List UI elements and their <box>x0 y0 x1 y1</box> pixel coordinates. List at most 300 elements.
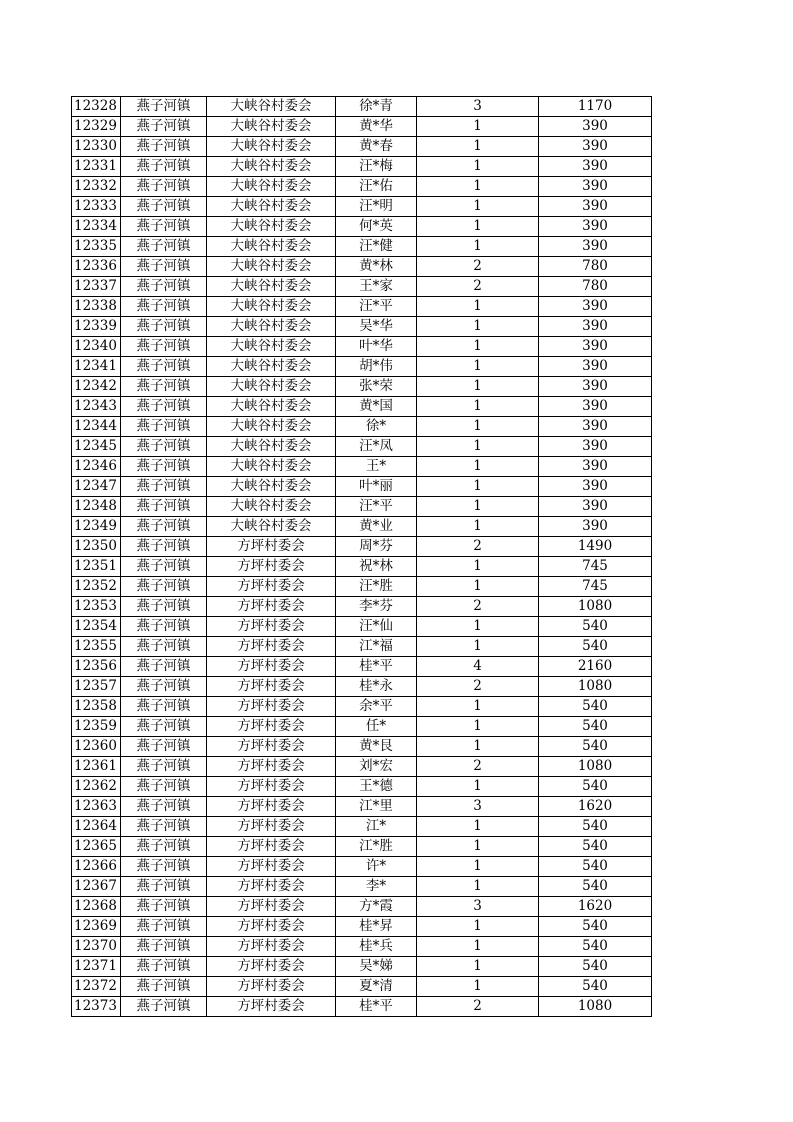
person-name-cell: 桂*平 <box>336 997 417 1017</box>
count-cell: 1 <box>417 857 539 877</box>
record-id-cell: 12365 <box>72 837 121 857</box>
village-committee-cell: 方坪村委会 <box>207 917 336 937</box>
town-cell: 燕子河镇 <box>121 697 207 717</box>
town-cell: 燕子河镇 <box>121 337 207 357</box>
village-committee-cell: 大峡谷村委会 <box>207 177 336 197</box>
count-cell: 1 <box>417 337 539 357</box>
amount-cell: 1080 <box>539 997 652 1017</box>
person-name-cell: 王* <box>336 457 417 477</box>
record-id-cell: 12328 <box>72 97 121 117</box>
person-name-cell: 汪*仙 <box>336 617 417 637</box>
record-id-cell: 12339 <box>72 317 121 337</box>
village-committee-cell: 大峡谷村委会 <box>207 337 336 357</box>
count-cell: 1 <box>417 917 539 937</box>
record-id-cell: 12351 <box>72 557 121 577</box>
town-cell: 燕子河镇 <box>121 497 207 517</box>
village-committee-cell: 方坪村委会 <box>207 717 336 737</box>
village-committee-cell: 方坪村委会 <box>207 937 336 957</box>
town-cell: 燕子河镇 <box>121 457 207 477</box>
town-cell: 燕子河镇 <box>121 397 207 417</box>
amount-cell: 540 <box>539 617 652 637</box>
amount-cell: 390 <box>539 337 652 357</box>
person-name-cell: 夏*清 <box>336 977 417 997</box>
count-cell: 1 <box>417 497 539 517</box>
amount-cell: 1170 <box>539 97 652 117</box>
count-cell: 1 <box>417 957 539 977</box>
table-row <box>72 737 652 757</box>
village-committee-cell: 方坪村委会 <box>207 817 336 837</box>
town-cell: 燕子河镇 <box>121 957 207 977</box>
amount-cell: 390 <box>539 497 652 517</box>
table-row <box>72 917 652 937</box>
count-cell: 2 <box>417 277 539 297</box>
table-row <box>72 317 652 337</box>
amount-cell: 780 <box>539 277 652 297</box>
record-id-cell: 12331 <box>72 157 121 177</box>
record-id-cell: 12354 <box>72 617 121 637</box>
count-cell: 1 <box>417 477 539 497</box>
person-name-cell: 王*德 <box>336 777 417 797</box>
data-table <box>71 96 652 1017</box>
table-row <box>72 477 652 497</box>
count-cell: 1 <box>417 717 539 737</box>
person-name-cell: 周*芬 <box>336 537 417 557</box>
village-committee-cell: 大峡谷村委会 <box>207 97 336 117</box>
person-name-cell: 汪*梅 <box>336 157 417 177</box>
amount-cell: 390 <box>539 117 652 137</box>
count-cell: 1 <box>417 377 539 397</box>
table-row <box>72 657 652 677</box>
town-cell: 燕子河镇 <box>121 977 207 997</box>
person-name-cell: 许* <box>336 857 417 877</box>
table-row <box>72 877 652 897</box>
table-row <box>72 717 652 737</box>
town-cell: 燕子河镇 <box>121 517 207 537</box>
person-name-cell: 吴*华 <box>336 317 417 337</box>
record-id-cell: 12343 <box>72 397 121 417</box>
village-committee-cell: 大峡谷村委会 <box>207 237 336 257</box>
amount-cell: 540 <box>539 817 652 837</box>
count-cell: 3 <box>417 797 539 817</box>
town-cell: 燕子河镇 <box>121 617 207 637</box>
record-id-cell: 12338 <box>72 297 121 317</box>
table-row <box>72 597 652 617</box>
town-cell: 燕子河镇 <box>121 257 207 277</box>
person-name-cell: 李*芬 <box>336 597 417 617</box>
town-cell: 燕子河镇 <box>121 857 207 877</box>
table-row <box>72 417 652 437</box>
person-name-cell: 江*胜 <box>336 837 417 857</box>
record-id-cell: 12362 <box>72 777 121 797</box>
count-cell: 1 <box>417 117 539 137</box>
record-id-cell: 12350 <box>72 537 121 557</box>
count-cell: 1 <box>417 157 539 177</box>
village-committee-cell: 大峡谷村委会 <box>207 217 336 237</box>
table-row <box>72 257 652 277</box>
count-cell: 1 <box>417 877 539 897</box>
record-id-cell: 12352 <box>72 577 121 597</box>
amount-cell: 1080 <box>539 597 652 617</box>
record-id-cell: 12349 <box>72 517 121 537</box>
village-committee-cell: 大峡谷村委会 <box>207 377 336 397</box>
record-id-cell: 12348 <box>72 497 121 517</box>
village-committee-cell: 大峡谷村委会 <box>207 137 336 157</box>
person-name-cell: 桂*平 <box>336 657 417 677</box>
count-cell: 1 <box>417 197 539 217</box>
table-row <box>72 437 652 457</box>
amount-cell: 390 <box>539 157 652 177</box>
record-id-cell: 12363 <box>72 797 121 817</box>
village-committee-cell: 方坪村委会 <box>207 617 336 637</box>
record-id-cell: 12337 <box>72 277 121 297</box>
person-name-cell: 刘*宏 <box>336 757 417 777</box>
amount-cell: 390 <box>539 317 652 337</box>
count-cell: 1 <box>417 937 539 957</box>
person-name-cell: 桂*永 <box>336 677 417 697</box>
person-name-cell: 黄*林 <box>336 257 417 277</box>
town-cell: 燕子河镇 <box>121 317 207 337</box>
record-id-cell: 12342 <box>72 377 121 397</box>
record-id-cell: 12367 <box>72 877 121 897</box>
record-id-cell: 12335 <box>72 237 121 257</box>
record-id-cell: 12334 <box>72 217 121 237</box>
count-cell: 1 <box>417 417 539 437</box>
village-committee-cell: 方坪村委会 <box>207 777 336 797</box>
record-id-cell: 12341 <box>72 357 121 377</box>
record-id-cell: 12336 <box>72 257 121 277</box>
town-cell: 燕子河镇 <box>121 937 207 957</box>
count-cell: 1 <box>417 217 539 237</box>
village-committee-cell: 大峡谷村委会 <box>207 297 336 317</box>
count-cell: 1 <box>417 357 539 377</box>
town-cell: 燕子河镇 <box>121 637 207 657</box>
town-cell: 燕子河镇 <box>121 597 207 617</box>
village-committee-cell: 方坪村委会 <box>207 577 336 597</box>
table-row <box>72 517 652 537</box>
record-id-cell: 12359 <box>72 717 121 737</box>
count-cell: 2 <box>417 677 539 697</box>
person-name-cell: 方*霞 <box>336 897 417 917</box>
amount-cell: 390 <box>539 397 652 417</box>
amount-cell: 1620 <box>539 897 652 917</box>
count-cell: 1 <box>417 737 539 757</box>
table-row <box>72 937 652 957</box>
table-row <box>72 617 652 637</box>
person-name-cell: 余*平 <box>336 697 417 717</box>
amount-cell: 745 <box>539 557 652 577</box>
person-name-cell: 汪*佑 <box>336 177 417 197</box>
town-cell: 燕子河镇 <box>121 677 207 697</box>
amount-cell: 390 <box>539 137 652 157</box>
amount-cell: 390 <box>539 237 652 257</box>
table-row <box>72 977 652 997</box>
person-name-cell: 汪*明 <box>336 197 417 217</box>
count-cell: 2 <box>417 537 539 557</box>
village-committee-cell: 大峡谷村委会 <box>207 117 336 137</box>
record-id-cell: 12370 <box>72 937 121 957</box>
table-row <box>72 997 652 1017</box>
table-body <box>72 97 652 1017</box>
village-committee-cell: 方坪村委会 <box>207 537 336 557</box>
village-committee-cell: 大峡谷村委会 <box>207 257 336 277</box>
person-name-cell: 叶*丽 <box>336 477 417 497</box>
person-name-cell: 汪*平 <box>336 497 417 517</box>
amount-cell: 390 <box>539 297 652 317</box>
amount-cell: 540 <box>539 637 652 657</box>
amount-cell: 745 <box>539 577 652 597</box>
amount-cell: 540 <box>539 777 652 797</box>
amount-cell: 540 <box>539 857 652 877</box>
person-name-cell: 徐*青 <box>336 97 417 117</box>
count-cell: 1 <box>417 817 539 837</box>
record-id-cell: 12356 <box>72 657 121 677</box>
town-cell: 燕子河镇 <box>121 117 207 137</box>
village-committee-cell: 方坪村委会 <box>207 597 336 617</box>
town-cell: 燕子河镇 <box>121 917 207 937</box>
person-name-cell: 黄*华 <box>336 117 417 137</box>
amount-cell: 390 <box>539 517 652 537</box>
record-id-cell: 12357 <box>72 677 121 697</box>
town-cell: 燕子河镇 <box>121 997 207 1017</box>
village-committee-cell: 方坪村委会 <box>207 557 336 577</box>
count-cell: 2 <box>417 257 539 277</box>
village-committee-cell: 大峡谷村委会 <box>207 417 336 437</box>
count-cell: 1 <box>417 977 539 997</box>
count-cell: 1 <box>417 697 539 717</box>
amount-cell: 1620 <box>539 797 652 817</box>
amount-cell: 390 <box>539 377 652 397</box>
town-cell: 燕子河镇 <box>121 137 207 157</box>
person-name-cell: 叶*华 <box>336 337 417 357</box>
amount-cell: 540 <box>539 877 652 897</box>
village-committee-cell: 方坪村委会 <box>207 737 336 757</box>
town-cell: 燕子河镇 <box>121 577 207 597</box>
record-id-cell: 12347 <box>72 477 121 497</box>
person-name-cell: 江* <box>336 817 417 837</box>
count-cell: 2 <box>417 997 539 1017</box>
amount-cell: 390 <box>539 457 652 477</box>
town-cell: 燕子河镇 <box>121 417 207 437</box>
person-name-cell: 汪*平 <box>336 297 417 317</box>
village-committee-cell: 方坪村委会 <box>207 957 336 977</box>
table-row <box>72 197 652 217</box>
village-committee-cell: 方坪村委会 <box>207 797 336 817</box>
town-cell: 燕子河镇 <box>121 237 207 257</box>
village-committee-cell: 大峡谷村委会 <box>207 197 336 217</box>
count-cell: 1 <box>417 837 539 857</box>
person-name-cell: 黄*业 <box>336 517 417 537</box>
table-row <box>72 297 652 317</box>
record-id-cell: 12364 <box>72 817 121 837</box>
table-row <box>72 817 652 837</box>
table-row <box>72 397 652 417</box>
amount-cell: 540 <box>539 937 652 957</box>
table-row <box>72 157 652 177</box>
table-row <box>72 457 652 477</box>
amount-cell: 390 <box>539 417 652 437</box>
town-cell: 燕子河镇 <box>121 717 207 737</box>
village-committee-cell: 方坪村委会 <box>207 697 336 717</box>
count-cell: 3 <box>417 897 539 917</box>
amount-cell: 1490 <box>539 537 652 557</box>
amount-cell: 540 <box>539 737 652 757</box>
table-row <box>72 677 652 697</box>
table-row <box>72 217 652 237</box>
record-id-cell: 12371 <box>72 957 121 977</box>
village-committee-cell: 方坪村委会 <box>207 977 336 997</box>
village-committee-cell: 方坪村委会 <box>207 677 336 697</box>
town-cell: 燕子河镇 <box>121 437 207 457</box>
count-cell: 1 <box>417 177 539 197</box>
amount-cell: 780 <box>539 257 652 277</box>
village-committee-cell: 大峡谷村委会 <box>207 477 336 497</box>
record-id-cell: 12340 <box>72 337 121 357</box>
amount-cell: 540 <box>539 957 652 977</box>
count-cell: 1 <box>417 317 539 337</box>
town-cell: 燕子河镇 <box>121 157 207 177</box>
count-cell: 2 <box>417 757 539 777</box>
town-cell: 燕子河镇 <box>121 557 207 577</box>
village-committee-cell: 方坪村委会 <box>207 657 336 677</box>
record-id-cell: 12346 <box>72 457 121 477</box>
table-row <box>72 777 652 797</box>
count-cell: 1 <box>417 397 539 417</box>
amount-cell: 1080 <box>539 757 652 777</box>
village-committee-cell: 方坪村委会 <box>207 897 336 917</box>
person-name-cell: 桂*昇 <box>336 917 417 937</box>
town-cell: 燕子河镇 <box>121 217 207 237</box>
record-id-cell: 12361 <box>72 757 121 777</box>
table-row <box>72 637 652 657</box>
count-cell: 1 <box>417 517 539 537</box>
table-row <box>72 797 652 817</box>
amount-cell: 390 <box>539 357 652 377</box>
record-id-cell: 12366 <box>72 857 121 877</box>
person-name-cell: 王*家 <box>336 277 417 297</box>
table-row <box>72 557 652 577</box>
table-row <box>72 537 652 557</box>
village-committee-cell: 方坪村委会 <box>207 857 336 877</box>
record-id-cell: 12360 <box>72 737 121 757</box>
amount-cell: 390 <box>539 477 652 497</box>
village-committee-cell: 方坪村委会 <box>207 757 336 777</box>
village-committee-cell: 大峡谷村委会 <box>207 437 336 457</box>
town-cell: 燕子河镇 <box>121 177 207 197</box>
count-cell: 1 <box>417 617 539 637</box>
town-cell: 燕子河镇 <box>121 277 207 297</box>
town-cell: 燕子河镇 <box>121 357 207 377</box>
person-name-cell: 吴*娣 <box>336 957 417 977</box>
record-id-cell: 12353 <box>72 597 121 617</box>
record-id-cell: 12372 <box>72 977 121 997</box>
person-name-cell: 黄*国 <box>336 397 417 417</box>
table-row <box>72 697 652 717</box>
table-row <box>72 757 652 777</box>
amount-cell: 390 <box>539 217 652 237</box>
person-name-cell: 徐* <box>336 417 417 437</box>
record-id-cell: 12330 <box>72 137 121 157</box>
amount-cell: 540 <box>539 977 652 997</box>
person-name-cell: 任* <box>336 717 417 737</box>
count-cell: 1 <box>417 777 539 797</box>
count-cell: 1 <box>417 297 539 317</box>
table-row <box>72 97 652 117</box>
person-name-cell: 汪*健 <box>336 237 417 257</box>
count-cell: 4 <box>417 657 539 677</box>
town-cell: 燕子河镇 <box>121 757 207 777</box>
amount-cell: 390 <box>539 197 652 217</box>
table-row <box>72 577 652 597</box>
table-row <box>72 117 652 137</box>
village-committee-cell: 方坪村委会 <box>207 837 336 857</box>
count-cell: 1 <box>417 557 539 577</box>
count-cell: 2 <box>417 597 539 617</box>
count-cell: 3 <box>417 97 539 117</box>
table-row <box>72 357 652 377</box>
village-committee-cell: 大峡谷村委会 <box>207 157 336 177</box>
table-row <box>72 177 652 197</box>
person-name-cell: 江*里 <box>336 797 417 817</box>
town-cell: 燕子河镇 <box>121 837 207 857</box>
town-cell: 燕子河镇 <box>121 817 207 837</box>
table-row <box>72 897 652 917</box>
village-committee-cell: 大峡谷村委会 <box>207 277 336 297</box>
record-id-cell: 12332 <box>72 177 121 197</box>
town-cell: 燕子河镇 <box>121 797 207 817</box>
village-committee-cell: 大峡谷村委会 <box>207 517 336 537</box>
amount-cell: 1080 <box>539 677 652 697</box>
village-committee-cell: 方坪村委会 <box>207 637 336 657</box>
town-cell: 燕子河镇 <box>121 477 207 497</box>
town-cell: 燕子河镇 <box>121 897 207 917</box>
record-id-cell: 12333 <box>72 197 121 217</box>
count-cell: 1 <box>417 637 539 657</box>
record-id-cell: 12345 <box>72 437 121 457</box>
count-cell: 1 <box>417 237 539 257</box>
count-cell: 1 <box>417 137 539 157</box>
town-cell: 燕子河镇 <box>121 777 207 797</box>
table-row <box>72 957 652 977</box>
amount-cell: 390 <box>539 437 652 457</box>
count-cell: 1 <box>417 577 539 597</box>
table-row <box>72 377 652 397</box>
village-committee-cell: 方坪村委会 <box>207 997 336 1017</box>
village-committee-cell: 方坪村委会 <box>207 877 336 897</box>
person-name-cell: 胡*伟 <box>336 357 417 377</box>
table-row <box>72 837 652 857</box>
town-cell: 燕子河镇 <box>121 377 207 397</box>
town-cell: 燕子河镇 <box>121 737 207 757</box>
count-cell: 1 <box>417 437 539 457</box>
record-id-cell: 12355 <box>72 637 121 657</box>
village-committee-cell: 大峡谷村委会 <box>207 497 336 517</box>
amount-cell: 2160 <box>539 657 652 677</box>
record-id-cell: 12373 <box>72 997 121 1017</box>
record-id-cell: 12369 <box>72 917 121 937</box>
village-committee-cell: 大峡谷村委会 <box>207 397 336 417</box>
amount-cell: 540 <box>539 697 652 717</box>
person-name-cell: 桂*兵 <box>336 937 417 957</box>
record-id-cell: 12368 <box>72 897 121 917</box>
person-name-cell: 黄*艮 <box>336 737 417 757</box>
person-name-cell: 黄*春 <box>336 137 417 157</box>
amount-cell: 540 <box>539 837 652 857</box>
record-id-cell: 12358 <box>72 697 121 717</box>
count-cell: 1 <box>417 457 539 477</box>
town-cell: 燕子河镇 <box>121 537 207 557</box>
table-row <box>72 277 652 297</box>
village-committee-cell: 大峡谷村委会 <box>207 357 336 377</box>
